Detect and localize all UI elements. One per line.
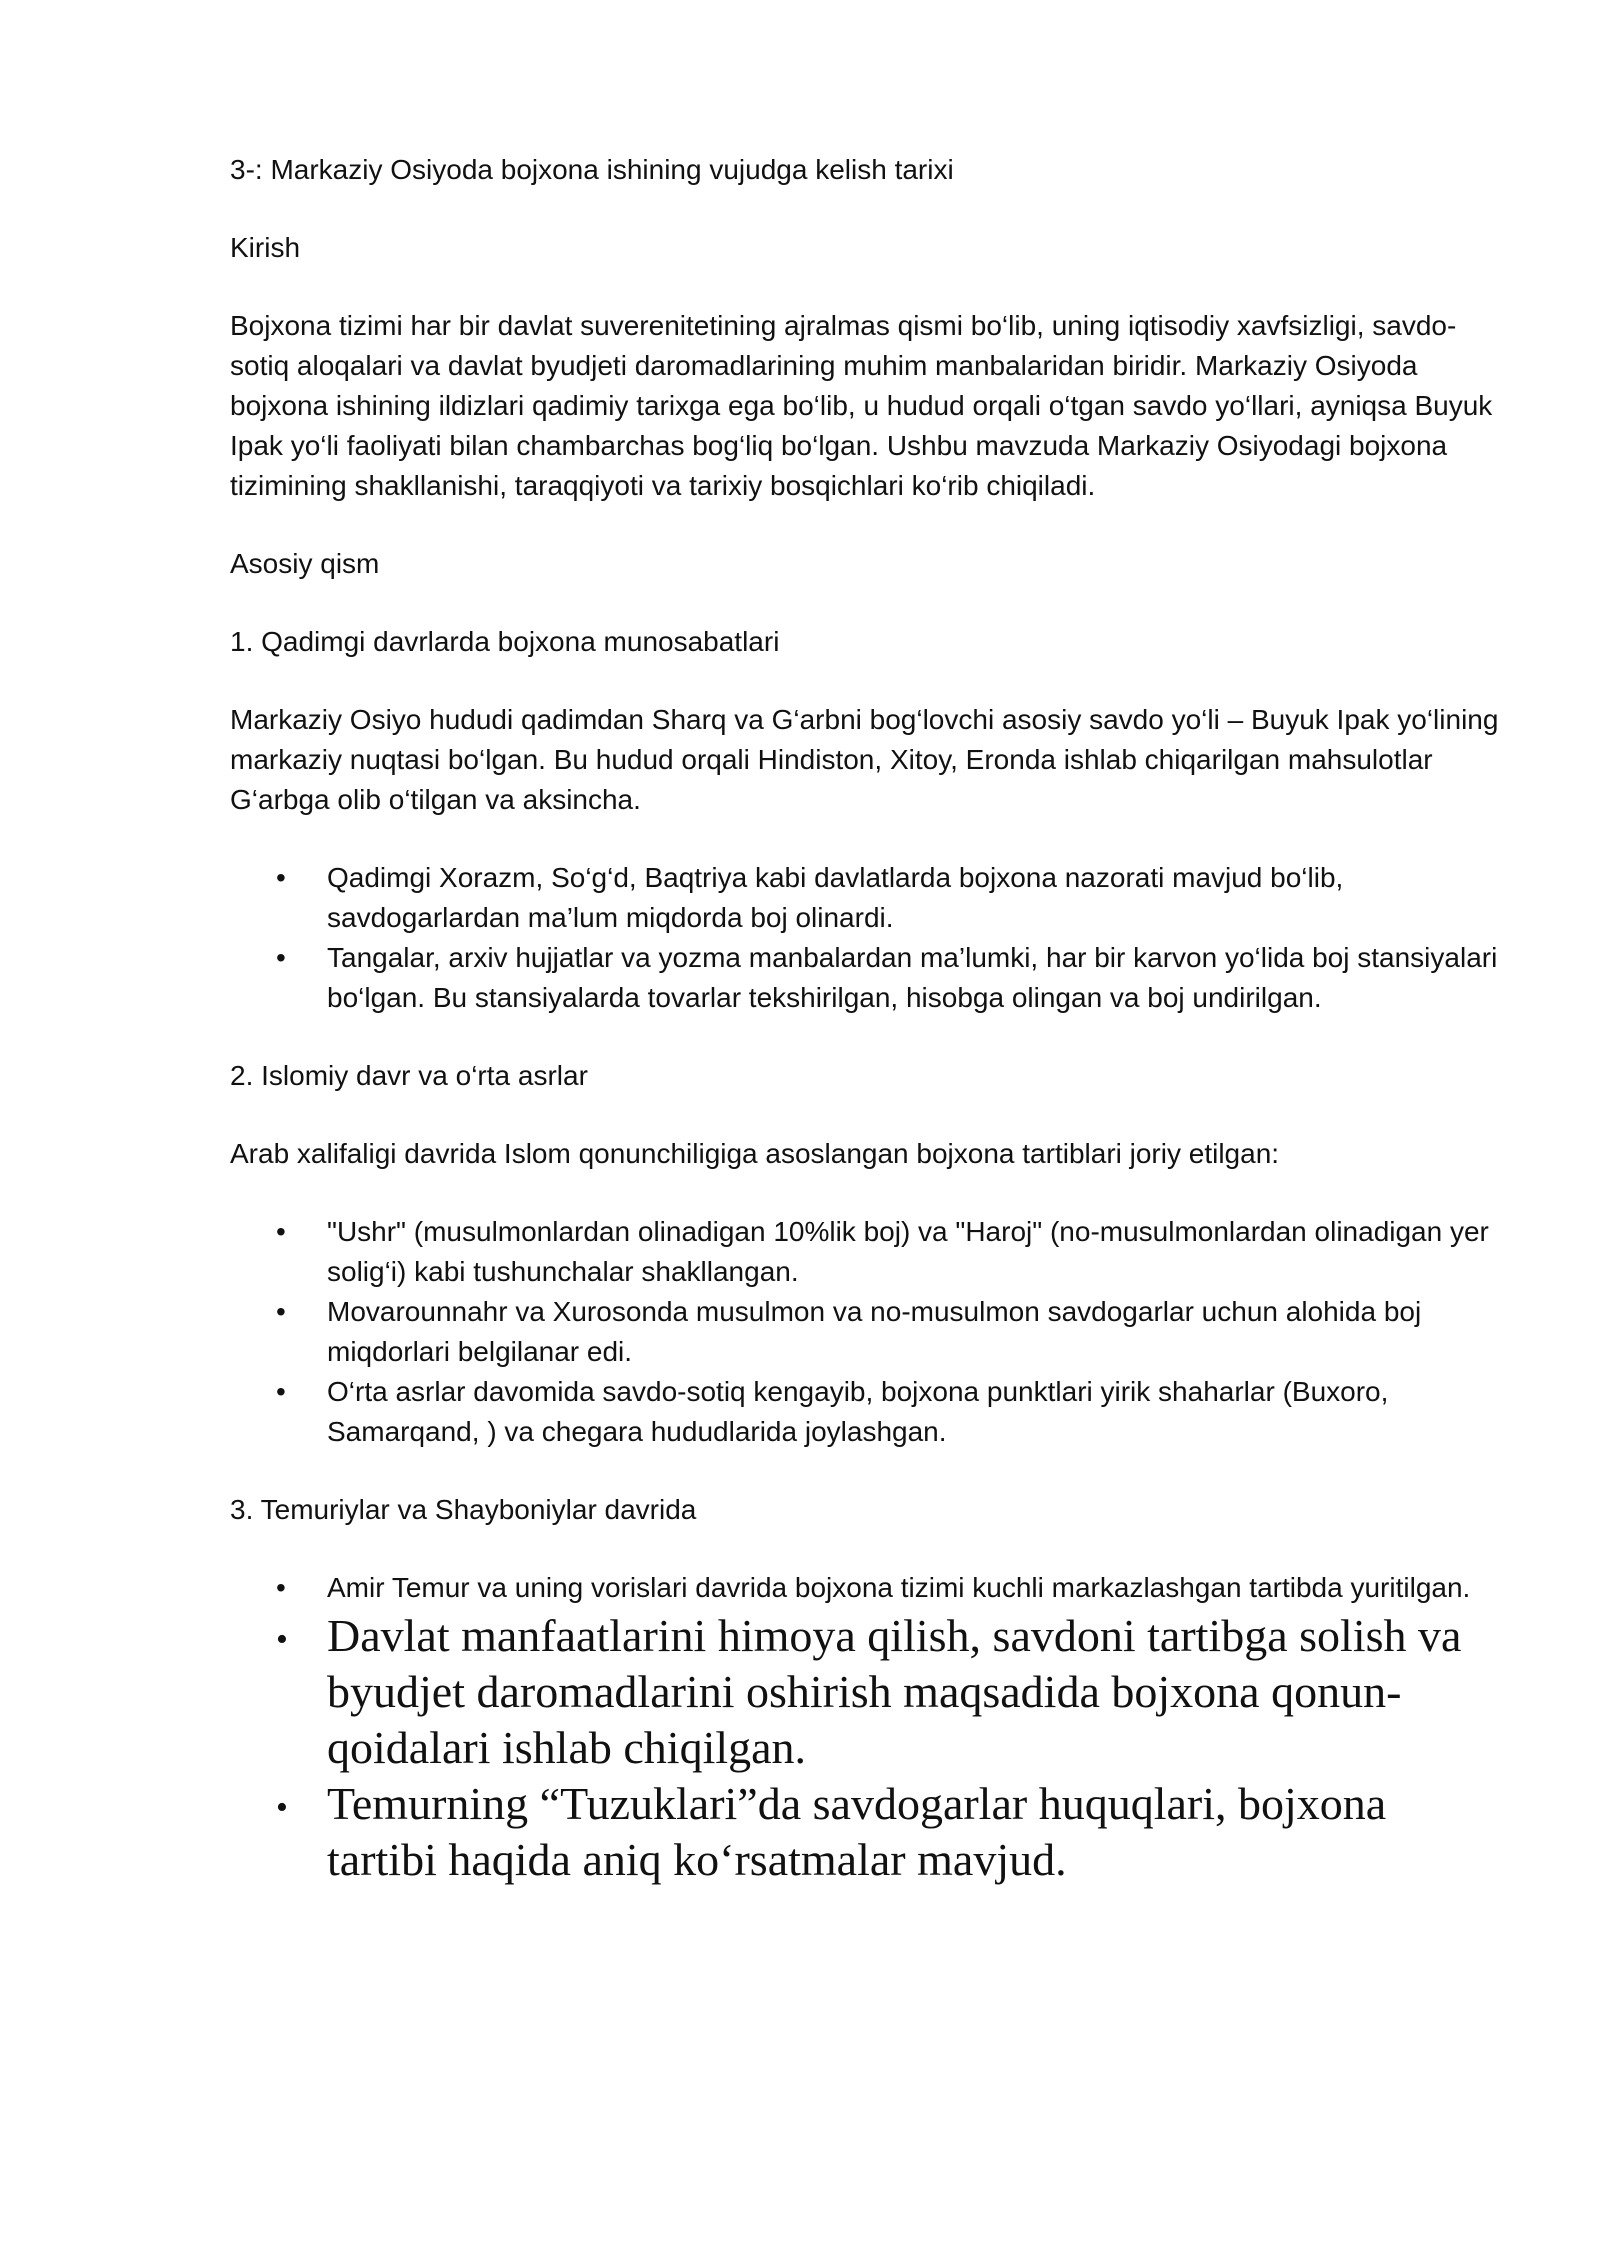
- list-item-text: Amir Temur va uning vorislari davrida bojxona tizimi kuchli markazlashgan tartibda yuritilgan.: [327, 1572, 1471, 1603]
- section3-bullet-list: [230, 1568, 1500, 1608]
- section3-large-bullet-list: [230, 1608, 1500, 1888]
- section2-heading: 2. Islomiy davr va o‘rta asrlar: [230, 1060, 588, 1091]
- bullet-icon: •: [276, 1572, 286, 1603]
- section2-bullet-list: [230, 1212, 1500, 1452]
- list-item: [230, 1212, 1500, 1292]
- list-item-text: Tangalar, arxiv hujjatlar va yozma manbalardan ma’lumki, har bir karvon yo‘lida boj stansiyalari bo‘lgan. Bu stansiyalarda tovarlar tekshirilgan, hisobga olingan va boj undirilgan.: [327, 942, 1498, 1013]
- list-item-text: Qadimgi Xorazm, So‘g‘d, Baqtriya kabi davlatlarda bojxona nazorati mavjud bo‘lib, savdogarlardan ma’lum miqdorda boj olinardi.: [327, 862, 1344, 933]
- list-item: [230, 1292, 1500, 1372]
- list-item-text: Temurning “Tuzuklari”da savdogarlar huquqlari, bojxona tartibi haqida aniq ko‘rsatmalar mavjud.: [327, 1778, 1387, 1885]
- intro-heading: Kirish: [230, 232, 301, 263]
- list-item-text: Movarounnahr va Xurosonda musulmon va no-musulmon savdogarlar uchun alohida boj miqdorlari belgilanar edi.: [327, 1296, 1422, 1367]
- bullet-icon: •: [276, 1789, 288, 1826]
- list-item: [230, 938, 1500, 1018]
- list-item: [230, 1608, 1500, 1776]
- list-item: [230, 1776, 1500, 1888]
- section2-paragraph: Arab xalifaligi davrida Islom qonunchiligiga asoslangan bojxona tartiblari joriy etilgan:: [230, 1138, 1280, 1169]
- bullet-icon: •: [276, 862, 286, 893]
- bullet-icon: •: [276, 942, 286, 973]
- list-item-text: O‘rta asrlar davomida savdo-sotiq kengayib, bojxona punktlari yirik shaharlar (Buxoro, Samarqand, ) va chegara hududlarida joylashgan.: [327, 1376, 1389, 1447]
- bullet-icon: •: [276, 1376, 286, 1407]
- document-title: 3-: Markaziy Osiyoda bojxona ishining vujudga kelish tarixi: [230, 154, 954, 185]
- bullet-icon: •: [276, 1621, 288, 1658]
- section3-heading: 3. Temuriylar va Shayboniylar davrida: [230, 1494, 697, 1525]
- bullet-icon: •: [276, 1216, 286, 1247]
- section1-bullet-list: [230, 858, 1500, 1018]
- intro-paragraph: Bojxona tizimi har bir davlat suverenitetining ajralmas qismi bo‘lib, uning iqtisodiy xavfsizligi, savdo-sotiq aloqalari va davlat byudjeti daromadlarining muhim manbalaridan biridir. Markaziy Osiyoda bojxona ishining ildizlari qadimiy tarixga ega bo‘lib, u hudud orqali o‘tgan savdo yo‘llari, ayniqsa Buyuk Ipak yo‘li faoliyati bilan chambarchas bog‘liq bo‘lgan. Ushbu mavzuda Markaziy Osiyodagi bojxona tizimining shakllanishi, taraqqiyoti va tarixiy bosqichlari ko‘rib chiqiladi.: [230, 310, 1493, 501]
- list-item-text: "Ushr" (musulmonlardan olinadigan 10%lik boj) va "Haroj" (no-musulmonlardan olinadigan yer solig‘i) kabi tushunchalar shakllangan.: [327, 1216, 1489, 1287]
- document-page: [230, 150, 1500, 1926]
- list-item: [230, 1568, 1500, 1608]
- list-item-text: Davlat manfaatlarini himoya qilish, savdoni tartibga solish va byudjet daromadlarini oshirish maqsadida bojxona qonun-qoidalari ishlab chiqilgan.: [327, 1610, 1462, 1773]
- list-item: [230, 858, 1500, 938]
- main-heading: Asosiy qism: [230, 548, 380, 579]
- section1-heading: 1. Qadimgi davrlarda bojxona munosabatlari: [230, 626, 780, 657]
- section1-paragraph: Markaziy Osiyo hududi qadimdan Sharq va G‘arbni bog‘lovchi asosiy savdo yo‘li – Buyuk Ipak yo‘lining markaziy nuqtasi bo‘lgan. Bu hudud orqali Hindiston, Xitoy, Eronda ishlab chiqarilgan mahsulotlar G‘arbga olib o‘tilgan va aksincha.: [230, 704, 1499, 815]
- list-item: [230, 1372, 1500, 1452]
- bullet-icon: •: [276, 1296, 286, 1327]
